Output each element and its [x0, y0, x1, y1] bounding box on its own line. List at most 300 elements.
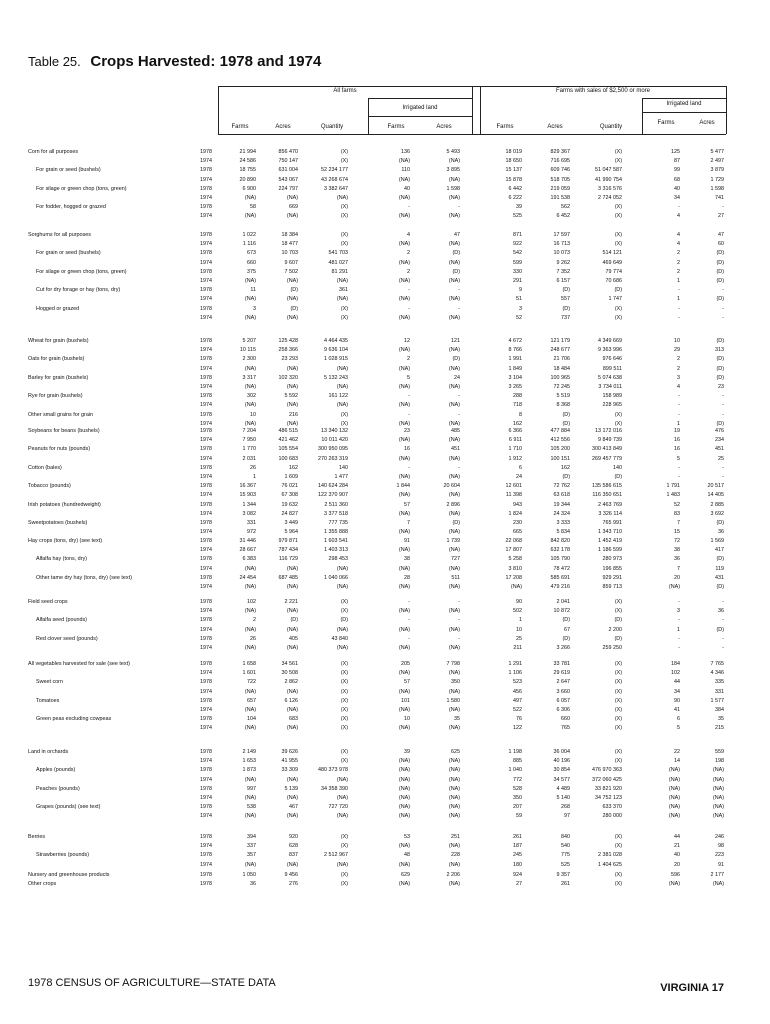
table-title — [28, 53, 321, 70]
table-cell: 196 855 — [602, 565, 622, 572]
table-cell: 52 — [516, 314, 522, 321]
table-cell: (NA) — [398, 547, 410, 554]
table-cell: (D) — [716, 277, 724, 284]
table-cell: - — [678, 473, 680, 480]
table-cell: (NA) — [286, 194, 298, 201]
table-cell: (NA) — [336, 583, 348, 590]
table-cell: - — [678, 204, 680, 211]
table-cell: 60 — [718, 241, 724, 248]
table-cell: 486 515 — [278, 428, 298, 434]
table-cell: - — [408, 599, 410, 605]
table-cell: (NA) — [286, 725, 298, 732]
table-cell: (D) — [290, 305, 298, 312]
table-cell: 929 291 — [602, 574, 622, 581]
table-cell: 7 204 — [242, 428, 256, 434]
table-cell: - — [678, 599, 680, 605]
table-cell: (D) — [290, 617, 298, 624]
table-cell: 4 — [677, 232, 680, 238]
col-header: Acres — [436, 124, 452, 130]
table-cell: 837 — [289, 852, 298, 859]
table-cell: 6 306 — [556, 706, 570, 713]
row-year: 1978 — [200, 167, 212, 174]
table-cell: - — [722, 473, 724, 480]
vrule — [726, 86, 727, 134]
table-row — [28, 185, 726, 194]
table-cell: 16 — [674, 437, 680, 444]
table-cell: 2 — [407, 356, 410, 363]
table-cell: 39 — [404, 749, 410, 755]
table-cell: 269 457 779 — [592, 455, 622, 462]
table-cell: 53 — [404, 834, 410, 840]
table-cell: 140 — [339, 464, 348, 471]
col-header: Farms — [231, 124, 249, 130]
table-cell: 660 — [561, 716, 570, 723]
table-cell: 9 607 — [284, 259, 298, 266]
table-cell: 87 — [674, 158, 680, 165]
table-cell: - — [678, 314, 680, 321]
table-cell: (NA) — [398, 365, 410, 372]
table-cell: - — [678, 411, 680, 418]
row-year: 1978 — [200, 804, 212, 811]
table-cell: 480 373 978 — [318, 767, 348, 774]
table-cell: 116 350 651 — [592, 492, 622, 499]
table-cell: 23 — [404, 428, 410, 434]
table-cell: (NA) — [398, 241, 410, 248]
table-cell: (NA) — [448, 626, 460, 633]
table-cell: 5 — [677, 455, 680, 462]
table-cell: (X) — [614, 411, 622, 418]
table-cell: - — [722, 204, 724, 211]
table-cell: 485 — [451, 428, 460, 434]
row-year: 1974 — [200, 813, 212, 820]
row-group — [28, 598, 726, 653]
col-header: Quantity — [320, 124, 344, 130]
table-row — [28, 411, 726, 420]
table-cell: 5 477 — [710, 149, 724, 155]
table-cell: 12 — [404, 338, 410, 344]
table-cell: - — [678, 305, 680, 312]
table-cell: (X) — [340, 158, 348, 165]
table-cell: (NA) — [244, 706, 256, 713]
table-cell: 2 — [677, 268, 680, 275]
row-label: For silage or green chop (tons, green) — [36, 185, 127, 192]
table-cell: 350 — [513, 794, 522, 801]
table-cell: 6 383 — [242, 556, 256, 563]
table-cell: (NA) — [398, 277, 410, 284]
table-cell: 943 — [513, 501, 522, 508]
table-cell: 38 — [404, 556, 410, 563]
table-cell: 716 695 — [550, 158, 570, 165]
table-cell: - — [458, 393, 460, 400]
row-label: Field seed crops — [28, 599, 68, 605]
table-cell: (NA) — [244, 565, 256, 572]
table-cell: 412 556 — [550, 437, 570, 444]
table-cell: (NA) — [668, 767, 680, 774]
table-cell: 5 074 638 — [598, 374, 622, 381]
table-cell: 15 — [674, 529, 680, 536]
table-cell: (NA) — [448, 767, 460, 774]
table-cell: 90 — [516, 599, 522, 605]
table-cell: 10 — [250, 411, 256, 418]
table-cell: 750 147 — [278, 158, 298, 165]
table-cell: (D) — [716, 519, 724, 526]
row-year: 1974 — [200, 583, 212, 590]
table-cell: 2 206 — [446, 872, 460, 878]
table-cell: 6 157 — [556, 277, 570, 284]
table-cell: 394 — [247, 834, 256, 840]
table-cell: (D) — [562, 305, 570, 312]
table-cell: 683 — [289, 716, 298, 723]
table-cell: 135 586 615 — [592, 483, 622, 490]
table-row — [28, 616, 726, 625]
table-cell: (NA) — [712, 813, 724, 820]
table-cell: 3 104 — [508, 374, 522, 381]
table-cell: (NA) — [448, 259, 460, 266]
table-cell: 24 — [454, 374, 460, 381]
table-cell: (D) — [716, 365, 724, 372]
table-cell: (NA) — [336, 776, 348, 783]
table-cell: 230 — [513, 519, 522, 526]
table-cell: 538 — [247, 804, 256, 811]
table-cell: (NA) — [336, 194, 348, 201]
table-cell: (X) — [340, 758, 348, 765]
row-label: Peanuts for nuts (pounds) — [28, 446, 91, 453]
row-year: 1978 — [200, 538, 212, 544]
table-row — [28, 660, 726, 669]
table-cell: 2 896 — [446, 501, 460, 508]
table-row — [28, 842, 726, 851]
vrule — [642, 98, 643, 134]
table-cell: - — [408, 393, 410, 400]
table-cell: 246 — [715, 834, 724, 840]
table-cell: 741 — [715, 194, 724, 201]
table-cell: (NA) — [448, 529, 460, 536]
table-cell: 4 — [677, 241, 680, 248]
table-cell: (X) — [614, 305, 622, 312]
table-cell: 660 — [247, 259, 256, 266]
table-cell: 1 844 — [396, 483, 410, 490]
table-cell: (X) — [340, 749, 348, 755]
table-cell: 4 — [677, 213, 680, 220]
table-cell: 234 — [715, 437, 724, 444]
table-cell: 276 — [289, 881, 298, 888]
table-cell: 922 — [513, 241, 522, 248]
irrigated-rule-3 — [368, 116, 472, 117]
table-cell: 99 — [674, 167, 680, 174]
table-cell: 3 449 — [284, 519, 298, 526]
table-cell: (X) — [614, 241, 622, 248]
row-year: 1978 — [200, 411, 212, 418]
table-cell: 3 — [253, 305, 256, 312]
table-cell: 48 — [404, 852, 410, 859]
table-cell: 6 — [677, 716, 680, 723]
row-label: Hogged or grazed — [36, 305, 80, 312]
table-cell: - — [722, 402, 724, 409]
row-label: For fodder, hogged or grazed — [36, 204, 106, 211]
table-cell: 162 — [513, 420, 522, 427]
table-cell: 5 140 — [556, 794, 570, 801]
table-cell: 625 — [451, 749, 460, 755]
table-cell: 4 — [677, 383, 680, 390]
table-cell: (NA) — [336, 365, 348, 372]
table-cell: 335 — [715, 679, 724, 686]
table-cell: 511 — [451, 574, 460, 581]
table-cell: 7 502 — [284, 268, 298, 275]
table-cell: (X) — [340, 716, 348, 723]
table-cell: (NA) — [398, 881, 410, 888]
table-cell: 24 586 — [239, 158, 256, 165]
table-cell: 1 710 — [508, 446, 522, 453]
table-cell: (NA) — [336, 402, 348, 409]
footer-census-title: 1978 CENSUS OF AGRICULTURE—STATE DATA — [28, 977, 276, 989]
table-cell: 1 050 — [242, 872, 256, 878]
row-label: Red clover seed (pounds) — [36, 635, 98, 642]
table-cell: 4 672 — [508, 338, 522, 344]
table-cell: - — [408, 411, 410, 418]
table-cell: 207 — [513, 804, 522, 811]
table-cell: 337 — [247, 843, 256, 850]
table-cell: (D) — [562, 287, 570, 294]
row-year: 1978 — [200, 338, 212, 344]
table-cell: 17 597 — [553, 232, 570, 238]
table-cell: (X) — [340, 725, 348, 732]
table-cell: - — [458, 411, 460, 418]
table-cell: 18 384 — [281, 232, 298, 238]
table-cell: 245 — [513, 852, 522, 859]
table-cell: (NA) — [244, 314, 256, 321]
table-cell: 57 — [404, 501, 410, 508]
table-row — [28, 427, 726, 436]
table-cell: 162 — [289, 464, 298, 471]
table-cell: (X) — [614, 149, 622, 155]
table-cell: 1 873 — [242, 767, 256, 774]
table-cell: (NA) — [712, 767, 724, 774]
row-group — [28, 337, 726, 429]
table-cell: (NA) — [448, 510, 460, 517]
table-cell: (X) — [340, 834, 348, 840]
row-year: 1978 — [200, 749, 212, 755]
table-cell: 6 911 — [508, 437, 522, 444]
table-cell: (NA) — [448, 583, 460, 590]
table-cell: (NA) — [448, 314, 460, 321]
table-cell: 15 137 — [505, 167, 522, 174]
table-cell: 22 — [674, 749, 680, 755]
table-cell: 268 — [561, 804, 570, 811]
table-cell: 83 — [674, 510, 680, 517]
table-cell: 291 — [513, 277, 522, 284]
table-cell: - — [408, 287, 410, 294]
table-cell: (NA) — [668, 804, 680, 811]
table-cell: (NA) — [668, 583, 680, 590]
table-cell: 523 — [513, 679, 522, 686]
row-year: 1978 — [200, 716, 212, 723]
table-cell: 525 — [561, 861, 570, 868]
table-cell: (NA) — [286, 583, 298, 590]
table-cell: 125 428 — [278, 338, 298, 344]
table-cell: (NA) — [336, 644, 348, 651]
table-cell: - — [678, 402, 680, 409]
table-cell: 5 592 — [284, 393, 298, 400]
table-cell: (NA) — [398, 608, 410, 615]
table-cell: (D) — [562, 420, 570, 427]
table-cell: 36 — [250, 881, 256, 888]
table-cell: 3 — [677, 608, 680, 615]
table-cell: 6 442 — [508, 185, 522, 192]
table-cell: (NA) — [448, 241, 460, 248]
table-cell: 1 022 — [242, 232, 256, 238]
table-cell: 30 854 — [553, 767, 570, 774]
table-cell: (NA) — [398, 420, 410, 427]
table-cell: (NA) — [398, 473, 410, 480]
table-cell: (NA) — [448, 176, 460, 183]
table-cell: (NA) — [286, 608, 298, 615]
table-cell: 78 472 — [553, 565, 570, 572]
table-cell: 205 — [401, 661, 410, 667]
table-cell: (NA) — [286, 644, 298, 651]
table-cell: 91 — [718, 861, 724, 868]
table-cell: 52 — [674, 501, 680, 508]
row-year: 1978 — [200, 464, 212, 471]
table-row — [28, 148, 726, 157]
table-cell: 1 — [253, 473, 256, 480]
table-row — [28, 305, 726, 314]
table-cell: 477 884 — [550, 428, 570, 434]
table-cell: 59 — [516, 813, 522, 820]
table-cell: (X) — [340, 314, 348, 321]
table-cell: (X) — [614, 706, 622, 713]
table-row — [28, 401, 726, 410]
table-cell: (NA) — [398, 455, 410, 462]
table-cell: 8 368 — [556, 402, 570, 409]
table-cell: 1 403 313 — [324, 547, 348, 554]
table-cell: (D) — [340, 617, 348, 624]
row-year: 1978 — [200, 697, 212, 704]
table-cell: 2 — [407, 250, 410, 257]
table-cell: 924 — [513, 872, 522, 878]
table-cell: 609 746 — [550, 167, 570, 174]
table-cell: 8 — [519, 411, 522, 418]
row-year: 1974 — [200, 241, 212, 248]
row-label: Barley for grain (bushels) — [28, 374, 89, 381]
table-cell: 5 519 — [556, 393, 570, 400]
table-cell: 261 — [561, 881, 570, 888]
table-cell: (X) — [340, 688, 348, 695]
table-cell: 5 139 — [284, 785, 298, 792]
table-row — [28, 473, 726, 482]
row-label: Wheat for grain (bushels) — [28, 338, 89, 344]
table-cell: 1 601 — [242, 670, 256, 677]
table-cell: (D) — [614, 287, 622, 294]
row-label: Sweetpotatoes (bushels) — [28, 519, 88, 526]
table-cell: 6 452 — [556, 213, 570, 220]
table-cell: 25 — [516, 635, 522, 642]
table-cell: (NA) — [398, 670, 410, 677]
table-row — [28, 436, 726, 445]
vrule — [480, 86, 481, 134]
row-label: Alfalfa seed (pounds) — [36, 617, 87, 624]
table-cell: 68 — [674, 176, 680, 183]
table-row — [28, 295, 726, 304]
table-cell: 1 355 888 — [324, 529, 348, 536]
table-cell: - — [678, 464, 680, 471]
table-cell: 920 — [289, 834, 298, 840]
table-cell: 2 647 — [556, 679, 570, 686]
table-cell: 7 352 — [556, 268, 570, 275]
table-cell: (D) — [452, 250, 460, 257]
table-cell: (NA) — [244, 688, 256, 695]
table-cell: (NA) — [244, 725, 256, 732]
table-cell: (NA) — [448, 843, 460, 850]
table-cell: 1 580 — [446, 697, 460, 704]
table-cell: - — [678, 644, 680, 651]
table-cell: - — [722, 305, 724, 312]
table-cell: 456 — [513, 688, 522, 695]
row-group — [28, 427, 726, 537]
table-cell: 469 649 — [602, 259, 622, 266]
table-cell: 102 320 — [278, 374, 298, 381]
table-row — [28, 383, 726, 392]
table-cell: (NA) — [448, 492, 460, 499]
table-cell: (NA) — [398, 688, 410, 695]
table-cell: - — [722, 635, 724, 642]
table-cell: (X) — [614, 599, 622, 605]
table-cell: 2 — [677, 365, 680, 372]
table-cell: (X) — [614, 608, 622, 615]
table-cell: 270 263 319 — [318, 455, 348, 462]
table-number: Table 25. — [28, 54, 81, 69]
table-cell: 17 208 — [505, 574, 522, 581]
table-cell: 280 000 — [602, 813, 622, 820]
table-cell: 228 — [451, 852, 460, 859]
table-cell: 302 — [247, 393, 256, 400]
table-cell: 34 — [674, 688, 680, 695]
table-cell: 10 — [404, 716, 410, 723]
table-cell: 1 747 — [608, 296, 622, 303]
table-cell: 52 234 177 — [321, 167, 348, 174]
table-cell: (D) — [716, 296, 724, 303]
footer-page-label: VIRGINIA 17 — [660, 982, 724, 994]
table-cell: (X) — [340, 881, 348, 888]
table-cell: 40 — [404, 185, 410, 192]
table-cell: 2 031 — [242, 455, 256, 462]
table-cell: 16 — [404, 446, 410, 453]
table-cell: 21 — [674, 843, 680, 850]
row-year: 1974 — [200, 794, 212, 801]
col-header: Farms — [387, 124, 405, 130]
table-cell: (NA) — [398, 706, 410, 713]
header-all-farms: All farms — [333, 88, 357, 94]
table-row — [28, 757, 726, 766]
table-cell: 384 — [715, 706, 724, 713]
table-cell: (NA) — [398, 861, 410, 868]
col-header: Farms — [657, 120, 675, 126]
table-cell: - — [722, 599, 724, 605]
row-year: 1974 — [200, 688, 212, 695]
table-cell: 29 619 — [553, 670, 570, 677]
table-cell: (NA) — [286, 365, 298, 372]
table-row — [28, 803, 726, 812]
table-cell: 5 — [677, 725, 680, 732]
table-cell: (NA) — [286, 706, 298, 713]
table-cell: 27 — [516, 881, 522, 888]
table-row — [28, 546, 726, 555]
table-cell: (X) — [340, 608, 348, 615]
table-cell: (NA) — [448, 758, 460, 765]
table-cell: 41 990 754 — [595, 176, 622, 183]
table-row — [28, 635, 726, 644]
table-row — [28, 880, 726, 889]
table-cell: 33 309 — [281, 767, 298, 774]
